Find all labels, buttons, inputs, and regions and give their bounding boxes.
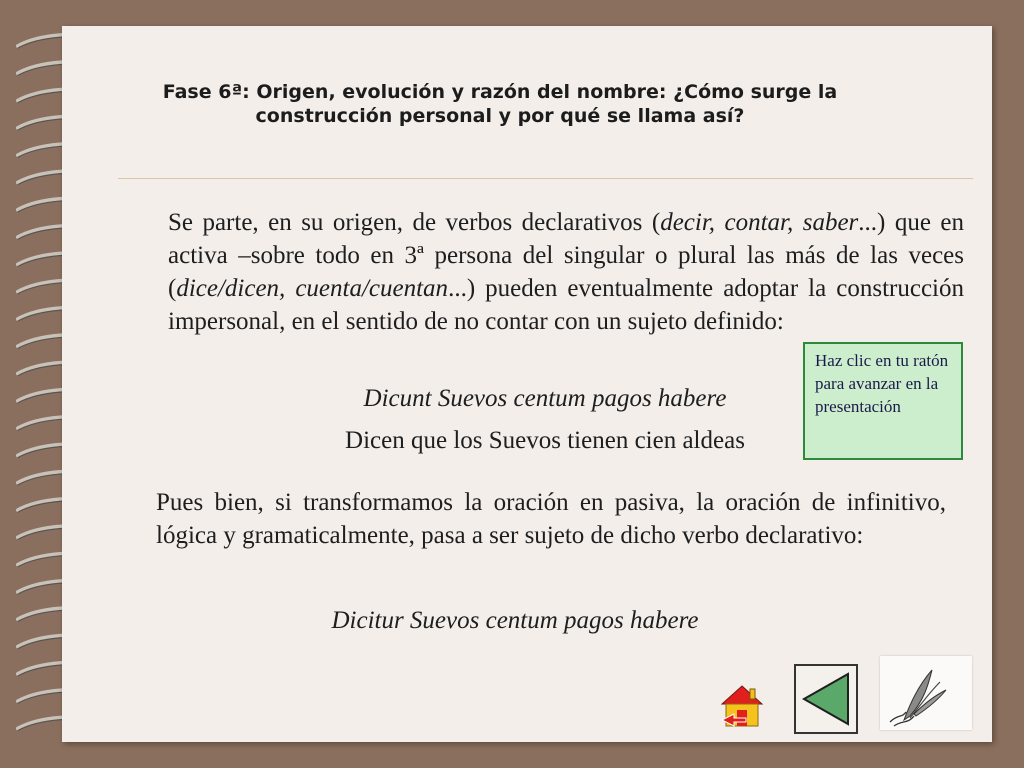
latin-example-passive: Dicitur Suevos centum pagos habere xyxy=(331,607,699,634)
home-button[interactable] xyxy=(720,684,764,732)
paragraph-origin-italic-1: decir, contar, saber xyxy=(660,209,859,236)
spanish-translation: Dicen que los Suevos tienen cien aldeas xyxy=(345,427,745,454)
quill-logo xyxy=(880,656,972,730)
advance-hint-note: Haz clic en tu ratón para avanzar en la presentación xyxy=(803,342,963,460)
home-icon xyxy=(720,684,764,732)
title-divider xyxy=(118,178,973,179)
paragraph-origin-italic-2: dice/dicen, cuenta/cuentan xyxy=(176,275,449,302)
quill-logo-icon xyxy=(880,656,972,730)
slide-title: Fase 6ª: Origen, evolución y razón del nombre: ¿Cómo surge la construcción personal y por qué se llama así? xyxy=(162,81,838,127)
back-button[interactable] xyxy=(794,664,858,734)
back-arrow-icon xyxy=(796,666,856,732)
paragraph-origin xyxy=(168,206,964,338)
paragraph-origin-text-2: ...) que en activa –sobre todo en 3ª persona del singular o plural las más de las veces ( xyxy=(168,209,964,302)
paragraph-origin-text-3: ...) pueden eventualmente adoptar la construcción impersonal, en el sentido de no contar con un sujeto definido: xyxy=(168,275,964,335)
paragraph-origin-text-1: Se parte, en su origen, de verbos declarativos ( xyxy=(168,209,661,236)
paragraph-passive: Pues bien, si transformamos la oración en pasiva, la oración de infinitivo, lógica y gramaticalmente, pasa a ser sujeto de dicho verbo declarativo: xyxy=(156,489,946,549)
latin-example-active: Dicunt Suevos centum pagos habere xyxy=(363,385,727,412)
